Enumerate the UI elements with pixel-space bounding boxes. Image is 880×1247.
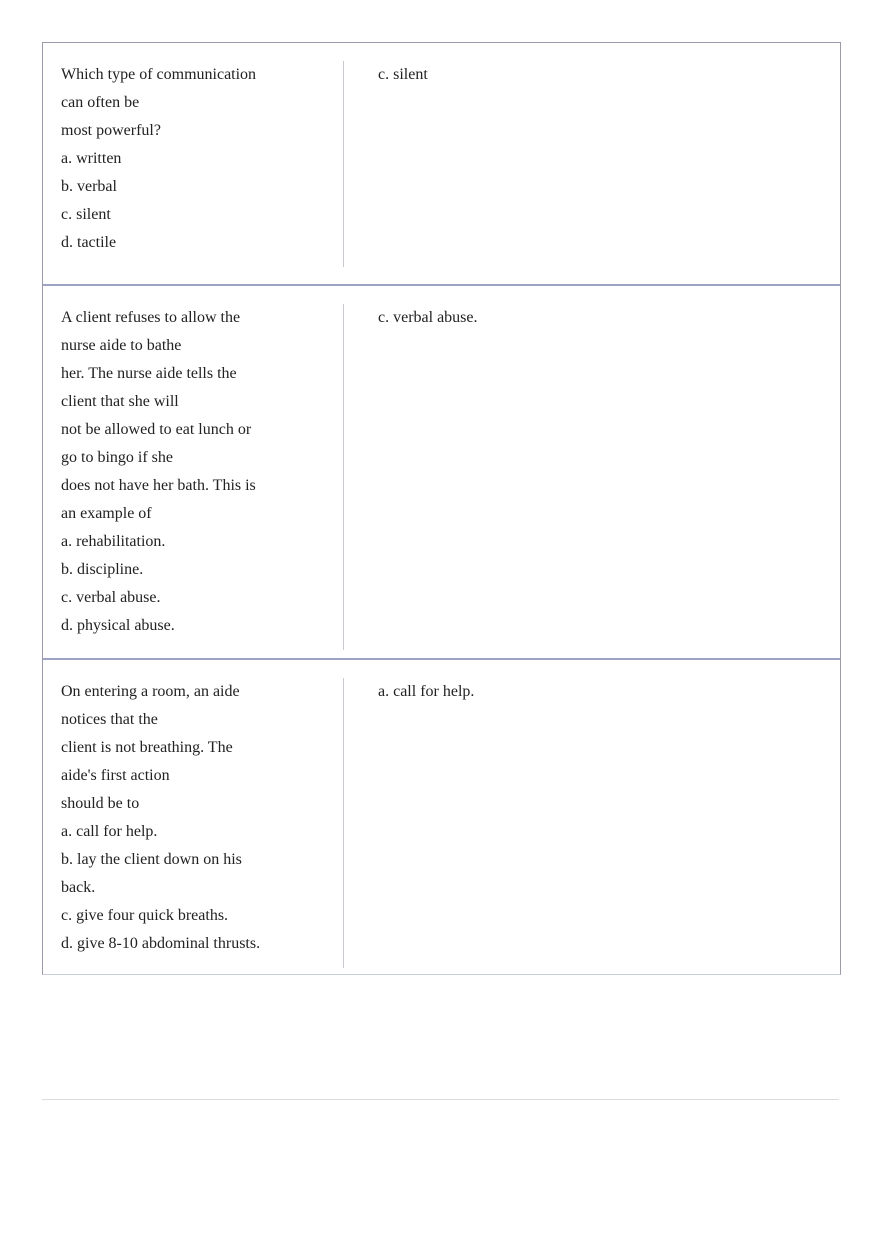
flashcard-row — [43, 658, 840, 974]
footer-divider — [42, 1099, 839, 1100]
question-line: does not have her bath. This is — [61, 477, 256, 494]
answer-line: c. verbal abuse. — [378, 309, 478, 326]
question-line: should be to — [61, 795, 140, 812]
question-line: b. lay the client down on his — [61, 851, 242, 868]
column-divider — [343, 678, 344, 968]
question-line: nurse aide to bathe — [61, 337, 182, 354]
question-text — [61, 678, 331, 958]
flashcard-row — [43, 284, 840, 658]
question-line: can often be — [61, 94, 140, 111]
question-line: a. written — [61, 150, 122, 167]
flashcard-table — [42, 42, 841, 975]
flashcard-row — [43, 43, 840, 284]
question-text — [61, 304, 331, 640]
question-line: c. verbal abuse. — [61, 589, 161, 606]
answer-text — [378, 61, 808, 89]
question-line: a. call for help. — [61, 823, 158, 840]
question-line: b. verbal — [61, 178, 117, 195]
column-divider — [343, 304, 344, 650]
question-line: client is not breathing. The — [61, 739, 233, 756]
question-line: c. give four quick breaths. — [61, 907, 229, 924]
question-line: b. discipline. — [61, 561, 144, 578]
question-text — [61, 61, 331, 257]
question-line: most powerful? — [61, 122, 161, 139]
question-line: d. give 8-10 abdominal thrusts. — [61, 935, 261, 952]
answer-line: c. silent — [378, 66, 428, 83]
question-line: go to bingo if she — [61, 449, 173, 466]
answer-text — [378, 678, 808, 706]
question-line: c. silent — [61, 206, 111, 223]
question-line: her. The nurse aide tells the — [61, 365, 237, 382]
answer-text — [378, 304, 808, 332]
question-line: d. physical abuse. — [61, 617, 175, 634]
question-line: On entering a room, an aide — [61, 683, 240, 700]
question-line: a. rehabilitation. — [61, 533, 166, 550]
question-line: back. — [61, 879, 96, 896]
answer-line: a. call for help. — [378, 683, 475, 700]
question-line: not be allowed to eat lunch or — [61, 421, 252, 438]
question-line: an example of — [61, 505, 152, 522]
question-line: aide's first action — [61, 767, 170, 784]
question-line: d. tactile — [61, 234, 117, 251]
column-divider — [343, 61, 344, 267]
question-line: A client refuses to allow the — [61, 309, 241, 326]
question-line: notices that the — [61, 711, 158, 728]
question-line: client that she will — [61, 393, 179, 410]
question-line: Which type of communication — [61, 66, 257, 83]
